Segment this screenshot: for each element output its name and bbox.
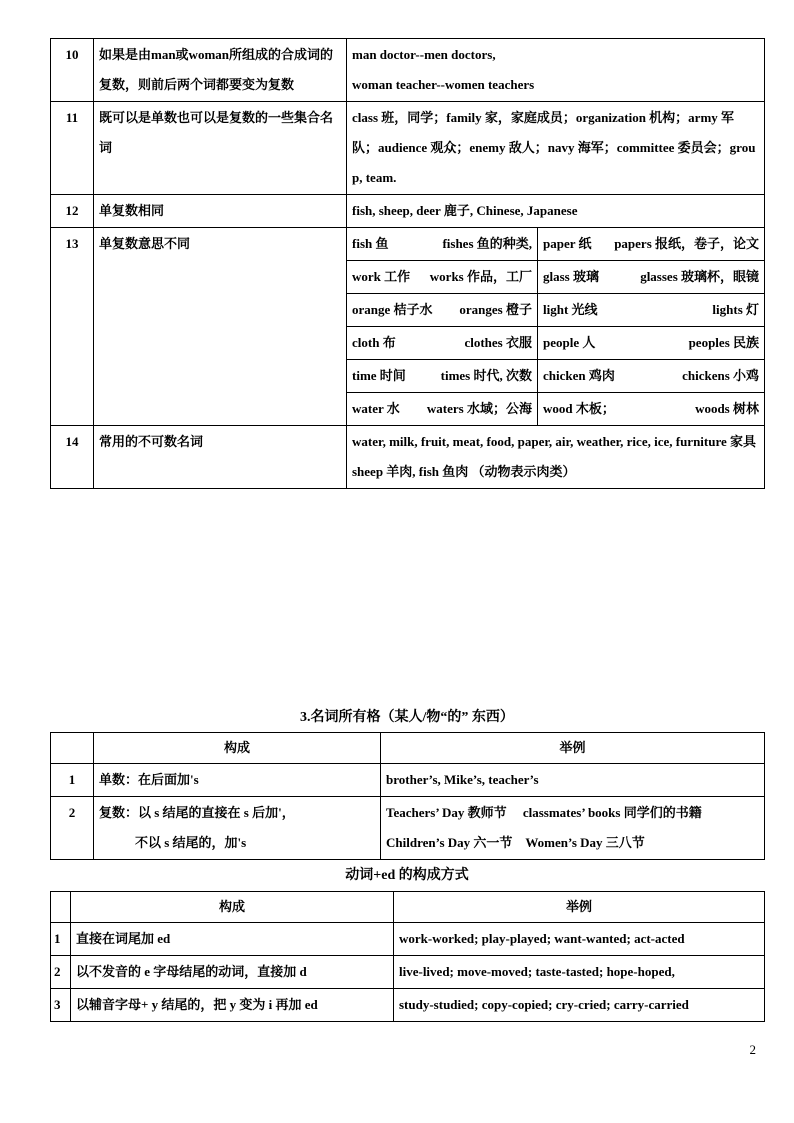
singular-word: work 工作 [352,269,411,284]
noun-plural-table [50,38,765,489]
table-header-row [51,733,765,764]
blank-header [51,733,94,764]
singular-word: glass 玻璃 [543,269,599,284]
table-row [51,39,765,102]
example-line: man doctor--men doctors, [352,47,496,62]
row-number: 10 [51,39,94,102]
column-header: 举例 [381,733,765,764]
rule-cell: 常用的不可数名词 [94,426,347,489]
pair-cell [347,294,538,327]
plural-word: fishes 鱼的种类, [442,236,532,251]
rule-cell: 单复数意思不同 [94,228,347,426]
example-cell: study-studied; copy-copied; cry-cried; carry-carried [394,989,765,1022]
pair-cell [347,327,538,360]
rule-cell: 既可以是单数也可以是复数的一些集合名词 [94,102,347,195]
plural-word: clothes 衣服 [464,335,532,350]
example-line: Teachers’ Day 教师节 classmates’ books 同学们的书籍 [386,805,702,820]
row-number: 1 [51,923,71,956]
example-cell [381,797,765,860]
plural-word: lights 灯 [712,302,759,317]
possessive-table [50,732,765,860]
singular-word: light 光线 [543,302,598,317]
singular-word: cloth 布 [352,335,396,350]
plural-word: times 时代, 次数 [440,368,532,383]
singular-word: time 时间 [352,368,406,383]
rule-cell: 以不发音的 e 字母结尾的动词，直接加 d [71,956,394,989]
plural-word: waters 水域；公海 [426,401,532,416]
plural-word: oranges 橙子 [459,302,532,317]
pair-cell [538,228,765,261]
singular-word: people 人 [543,335,596,350]
rule-cell: 以辅音字母+ y 结尾的，把 y 变为 i 再加 ed [71,989,394,1022]
page-number: 2 [749,1042,756,1057]
example-line: woman teacher--women teachers [352,77,535,92]
plural-word: works 作品，工厂 [429,269,532,284]
table-row [51,195,765,228]
rule-line: 复数：以 s 结尾的直接在 s 后加'， [99,805,295,820]
table-row [51,797,765,860]
section-title-verb-ed: 动词+ed 的构成方式 [345,868,469,883]
singular-word: orange 桔子水 [352,302,433,317]
table-header-row [51,892,765,923]
plural-word: papers 报纸，卷子，论文 [614,236,759,251]
example-cell: live-lived; move-moved; taste-tasted; hope-hoped, [394,956,765,989]
row-number: 1 [51,764,94,797]
plural-word: woods 树林 [695,401,759,416]
table-row [51,228,765,261]
column-header: 构成 [94,733,381,764]
example-line: sheep 羊肉, fish 鱼肉 （动物表示肉类） [352,464,576,479]
table-row [51,923,765,956]
table-row [51,764,765,797]
pair-cell [347,393,538,426]
table-row [51,102,765,195]
rule-cell: 单数：在后面加's [94,764,381,797]
pair-cell [538,360,765,393]
plural-word: peoples 民族 [688,335,759,350]
example-cell: class 班，同学；family 家，家庭成员；organization 机构；army 军队；audience 观众；enemy 敌人；navy 海军；committee 委员会；group, team. [347,102,765,195]
rule-cell [94,797,381,860]
rule-cell: 单复数相同 [94,195,347,228]
row-number: 2 [51,797,94,860]
example-cell: brother’s, Mike’s, teacher’s [381,764,765,797]
example-cell: work-worked; play-played; want-wanted; act-acted [394,923,765,956]
rule-line: 不以 s 结尾的，加's [135,835,247,850]
table-row [51,956,765,989]
pair-cell [538,327,765,360]
table-row [51,989,765,1022]
singular-word: wood 木板； [543,401,615,416]
plural-word: glasses 玻璃杯，眼镜 [640,269,759,284]
pair-cell [538,261,765,294]
example-cell: fish, sheep, deer 鹿子, Chinese, Japanese [347,195,765,228]
example-cell [347,39,765,102]
pair-cell [347,261,538,294]
row-number: 2 [51,956,71,989]
row-number: 14 [51,426,94,489]
blank-header [51,892,71,923]
example-line: water, milk, fruit, meat, food, paper, air, weather, rice, ice, furniture 家具 [352,434,757,449]
row-number: 13 [51,228,94,426]
singular-word: water 水 [352,401,400,416]
singular-word: fish 鱼 [352,236,389,251]
singular-word: paper 纸 [543,236,592,251]
rule-cell: 如果是由man或woman所组成的合成词的复数，则前后两个词都要变为复数 [94,39,347,102]
rule-cell: 直接在词尾加 ed [71,923,394,956]
singular-word: chicken 鸡肉 [543,368,615,383]
pair-cell [347,360,538,393]
verb-ed-table [50,891,765,1022]
row-number: 12 [51,195,94,228]
table-row [51,426,765,489]
column-header: 构成 [71,892,394,923]
example-line: Children’s Day 六一节 Women’s Day 三八节 [386,835,645,850]
row-number: 11 [51,102,94,195]
pair-cell [347,228,538,261]
row-number: 3 [51,989,71,1022]
pair-cell [538,393,765,426]
section-title-possessive: 3.名词所有格（某人/物“的” 东西） [300,710,514,725]
pair-cell [538,294,765,327]
example-cell [347,426,765,489]
column-header: 举例 [394,892,765,923]
plural-word: chickens 小鸡 [682,368,759,383]
